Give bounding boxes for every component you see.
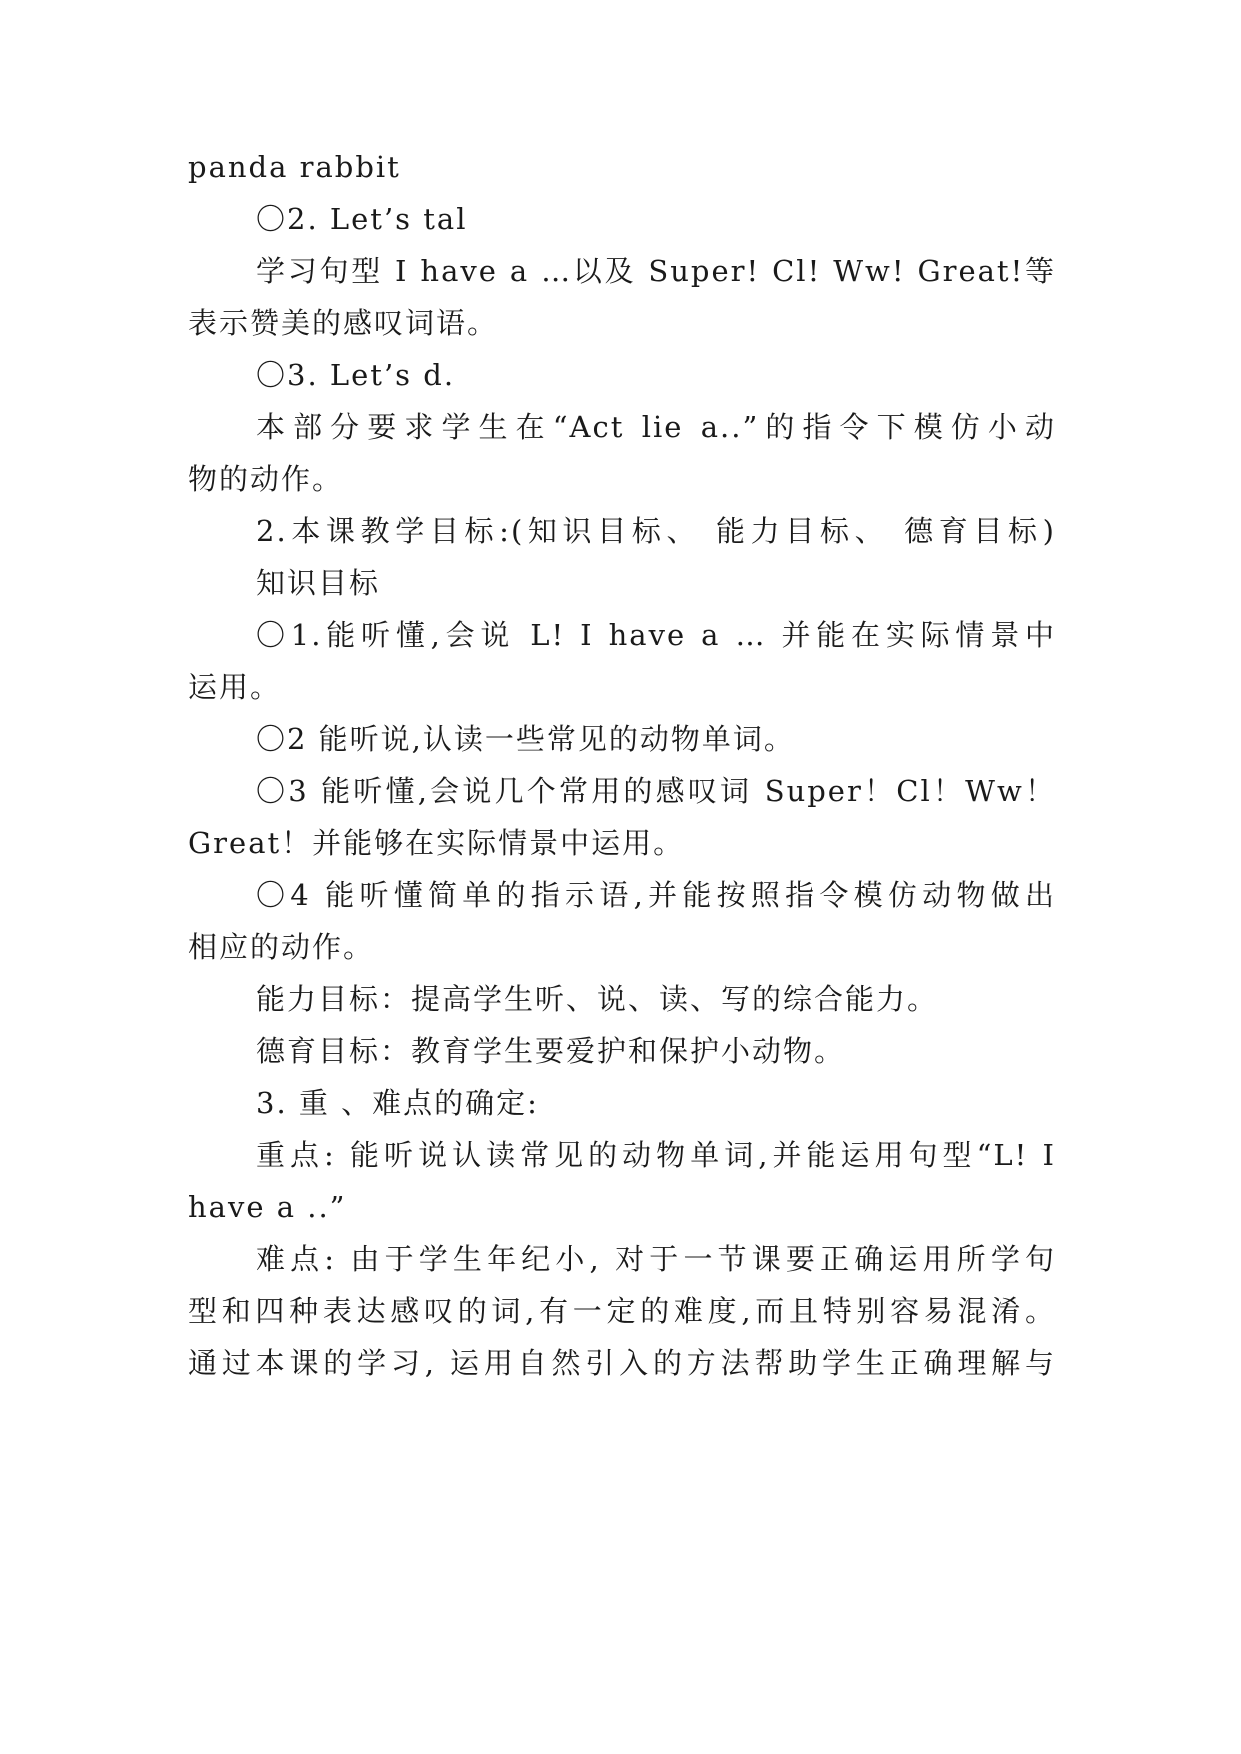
text-line: 〇3 能听懂,会说几个常用的感叹词 Super！Cl！Ww！ xyxy=(256,774,1056,808)
text-line: 重点: 能听说认读常见的动物单词,并能运用句型“L! I xyxy=(256,1138,1056,1172)
text-line: 知识目标 xyxy=(256,566,381,600)
text-line: 运用。 xyxy=(188,670,282,704)
text-line: 德育目标：教育学生要爱护和保护小动物。 xyxy=(256,1034,846,1068)
text-line: have a ..” xyxy=(188,1190,347,1224)
text-line: 表示赞美的感叹词语。 xyxy=(188,306,499,340)
text-line: 〇4 能听懂简单的指示语,并能按照指令模仿动物做出 xyxy=(256,878,1056,912)
text-line: 〇3. Let’s d. xyxy=(256,358,456,392)
text-line: 〇2. Let’s tal xyxy=(256,202,468,236)
text-line: 3. 重 、难点的确定: xyxy=(256,1086,539,1120)
text-line: 学习句型 I have a …以及 Super! Cl! Ww! Great!等 xyxy=(256,254,1056,288)
text-line: 通过本课的学习, 运用自然引入的方法帮助学生正确理解与 xyxy=(188,1346,1056,1380)
text-line: 难点: 由于学生年纪小, 对于一节课要正确运用所学句 xyxy=(256,1242,1056,1276)
text-line: 能力目标：提高学生听、说、读、写的综合能力。 xyxy=(256,982,939,1016)
text-line: 〇2 能听说,认读一些常见的动物单词。 xyxy=(256,722,795,756)
text-line: 相应的动作。 xyxy=(188,930,375,964)
text-line: 本部分要求学生在“Act lie a..”的指令下模仿小动 xyxy=(256,410,1056,444)
text-line: panda rabbit xyxy=(188,150,401,184)
text-line: 型和四种表达感叹的词,有一定的难度,而且特别容易混淆。 xyxy=(188,1294,1056,1328)
text-line: Great！并能够在实际情景中运用。 xyxy=(188,826,685,860)
text-line: 〇1.能听懂,会说 L! I have a … 并能在实际情景中 xyxy=(256,618,1056,652)
text-line: 2.本课教学目标:(知识目标、 能力目标、 德育目标) xyxy=(256,514,1056,548)
text-line: 物的动作。 xyxy=(188,462,344,496)
